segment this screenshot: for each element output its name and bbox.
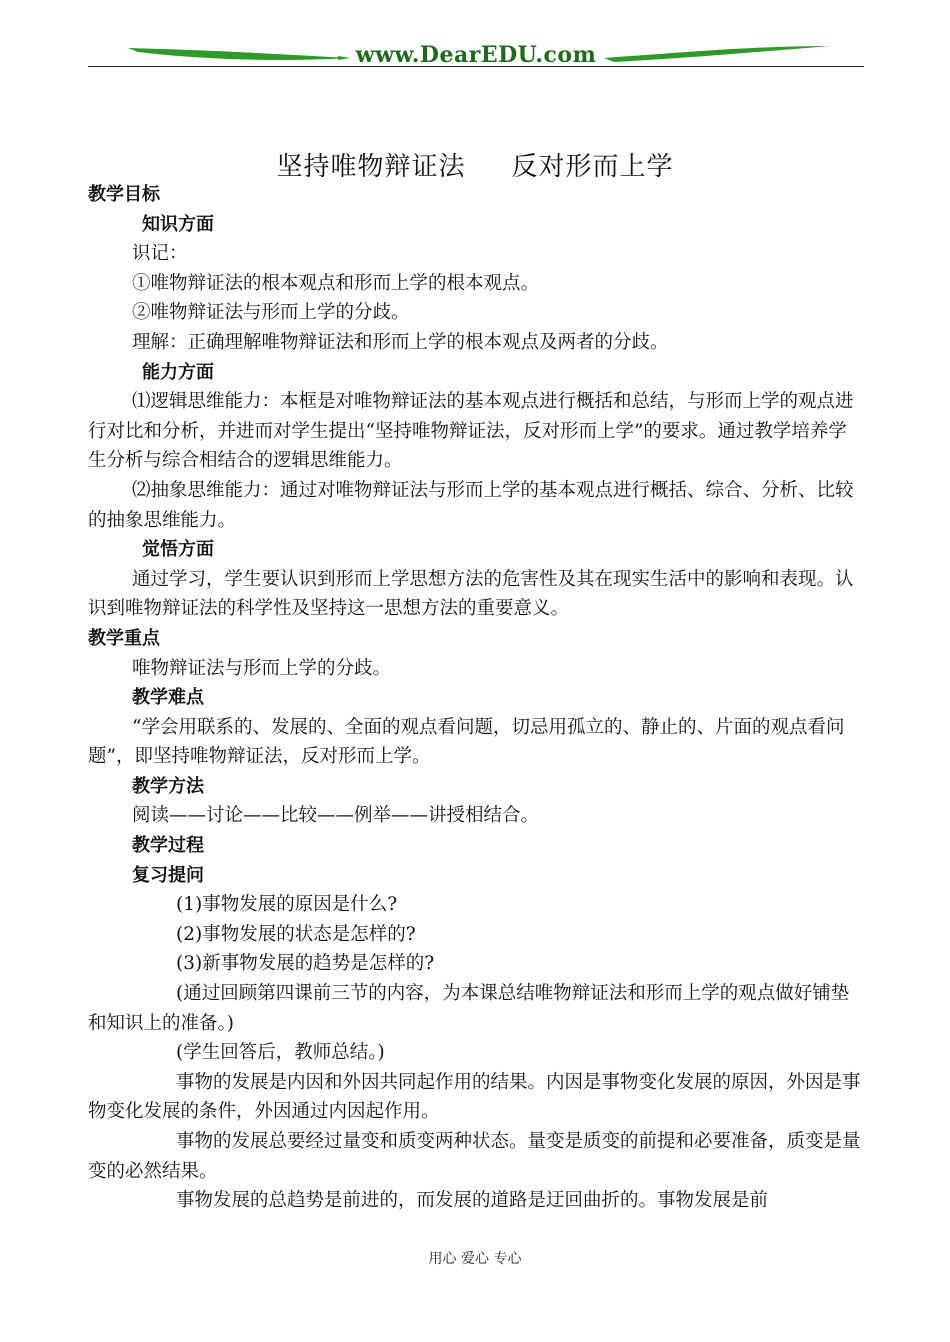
ability-heading: 能力方面	[142, 361, 214, 383]
header-rule	[88, 66, 864, 67]
goals-heading: 教学目标	[88, 184, 160, 205]
answer-paragraph-2: 事物的发展总要经过量变和质变两种状态。量变是质变的前提和必要准备，质变是量变的必然结果。	[88, 1131, 861, 1182]
method-text: 阅读——讨论——比较——例举——讲授相结合。	[132, 805, 540, 827]
method-heading: 教学方法	[132, 775, 204, 797]
review-heading: 复习提问	[132, 864, 204, 886]
document-body	[88, 180, 864, 1216]
focus-text: 唯物辩证法与形而上学的分歧。	[132, 657, 392, 679]
focus-heading: 教学重点	[88, 627, 160, 649]
awareness-paragraph: 通过学习，学生要认识到形而上学思想方法的危害性及其在现实生活中的影响和表现。认识到唯物辩证法的科学性及坚持这一思想方法的重要意义。	[88, 568, 854, 620]
recall-label: 识记：	[132, 243, 188, 265]
difficulty-heading: 教学难点	[132, 687, 204, 709]
answer-paragraph-1: 事物的发展是内因和外因共同起作用的结果。内因是事物变化发展的原因，外因是事物变化发展的条件，外因通过内因起作用。	[88, 1071, 861, 1123]
recall-item-1: ①唯物辩证法的根本观点和形而上学的根本观点。	[132, 272, 540, 294]
awareness-heading: 觉悟方面	[142, 539, 214, 561]
review-note-2: (学生回答后，教师总结。)	[176, 1042, 385, 1064]
knowledge-heading: 知识方面	[142, 213, 214, 235]
review-note-1: (通过回顾第四课前三节的内容，为本课总结唯物辩证法和形而上学的观点做好铺垫和知识上的准备。)	[88, 983, 850, 1034]
review-question-1: (1)事物发展的原因是什么?	[176, 894, 398, 916]
recall-item-2: ②唯物辩证法与形而上学的分歧。	[132, 302, 410, 324]
document-title	[0, 146, 950, 183]
ability-paragraph-2: ⑵抽象思维能力：通过对唯物辩证法与形而上学的基本观点进行概括、综合、分析、比较的抽象思维能力。	[88, 479, 854, 531]
understand-text: 理解：正确理解唯物辩证法和形而上学的根本观点及两者的分歧。	[132, 331, 669, 353]
process-heading: 教学过程	[132, 835, 204, 857]
site-logo-text: www.DearEDU.com	[355, 42, 597, 68]
answer-paragraph-3: 事物发展的总趋势是前进的，而发展的道路是迂回曲折的。事物发展是前	[176, 1190, 769, 1212]
difficulty-text: “学会用联系的、发展的、全面的观点看问题，切忌用孤立的、静止的、片面的观点看问题”，即坚持唯物辩证法，反对形而上学。	[88, 716, 845, 768]
ability-paragraph-1: ⑴逻辑思维能力：本框是对唯物辩证法的基本观点进行概括和总结，与形而上学的观点进行对比和分析，并进而对学生提出“坚持唯物辩证法，反对形而上学”的要求。通过教学培养学生分析与综合相结合的逻辑思维能力。	[88, 391, 854, 472]
title-part-2: 反对形而上学	[511, 152, 674, 182]
review-question-2: (2)事物发展的状态是怎样的?	[176, 923, 416, 945]
review-question-3: (3)新事物发展的趋势是怎样的?	[176, 953, 435, 975]
title-part-1: 坚持唯物辩证法	[276, 152, 466, 182]
page-footer: 用心 爱心 专心	[428, 1251, 522, 1267]
